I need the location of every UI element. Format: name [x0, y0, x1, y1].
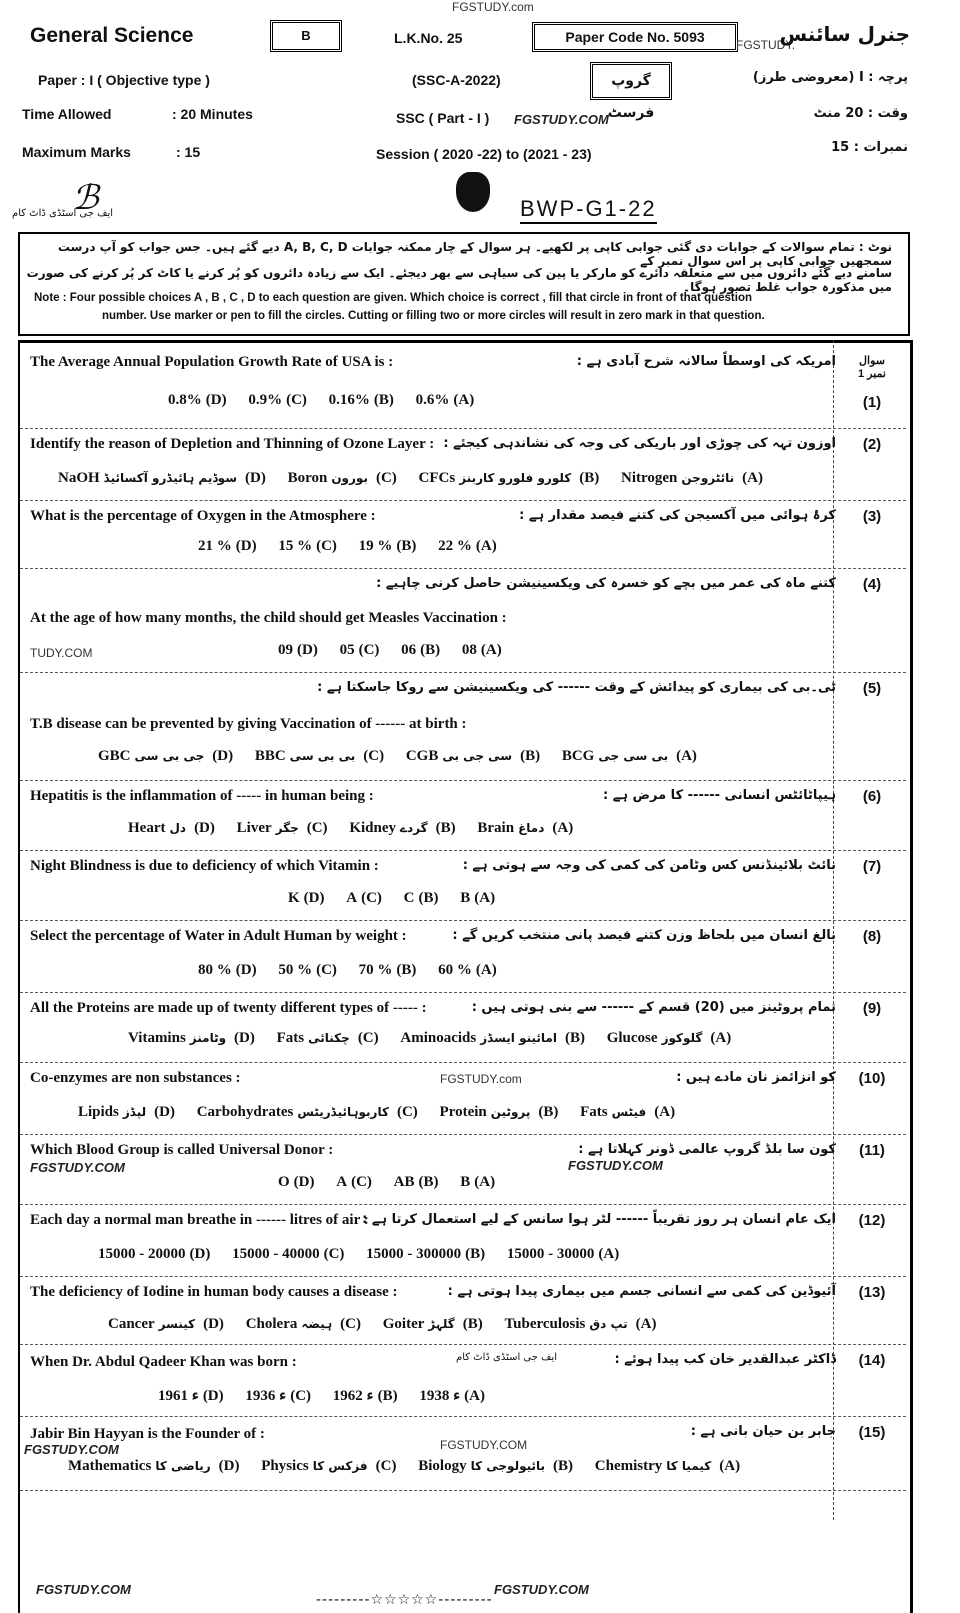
time-urdu: وقت : 20 منٹ — [813, 106, 908, 121]
question-text: Select the percentage of Water in Adult Human by weight : — [30, 928, 407, 944]
option-d[interactable]: NaOH سوڈیم ہائیڈرو آکسائیڈ (D) — [58, 470, 266, 486]
option-a[interactable]: 1938 ء (A) — [419, 1388, 485, 1404]
option-c[interactable]: Boron بورون (C) — [287, 470, 397, 486]
watermark: FGSTUDY.COM — [30, 1160, 125, 1175]
note-urdu-line1: نوٹ : تمام سوالات کے جوابات دی گئی جوابی کاپی پر لکھیے۔ ہر سوال کے چار ممکنہ جوابات A, B, C, D دیے گئے ہیں۔ جس جواب کو آپ درست سمجھیں جوابی کاپی پر اس سوال نمبر کے — [57, 240, 892, 268]
question-row — [20, 992, 906, 1063]
option-b[interactable]: 19 % (B) — [358, 538, 417, 554]
question-text: T.B disease can be prevented by giving Vaccination of ------ at birth : — [30, 716, 467, 732]
paper-type: Paper : I ( Objective type ) — [38, 72, 210, 88]
option-b[interactable]: CGB سی جی بی (B) — [405, 748, 541, 764]
option-b[interactable]: Goiter گلہڑ (B) — [382, 1316, 483, 1332]
option-d[interactable]: Mathematics ریاضی کا (D) — [68, 1458, 240, 1474]
question-text: Hepatitis is the inflammation of ----- in human being : — [30, 788, 374, 804]
option-a[interactable]: B (A) — [460, 890, 496, 906]
question-number: (3) — [862, 508, 882, 525]
session: Session ( 2020 -22) to (2021 - 23) — [376, 146, 592, 162]
watermark: TUDY.COM — [30, 646, 93, 660]
option-a[interactable]: Fats فیٹس (A) — [580, 1104, 676, 1120]
question-text-urdu: کتنے ماہ کی عمر میں بچے کو خسرہ کی ویکسینیشن حاصل کرنی چاہیے : — [376, 576, 836, 591]
option-c[interactable]: Fats چکنائی (C) — [276, 1030, 379, 1046]
question-text-urdu: جابر بن حیان بانی ہے : — [690, 1424, 836, 1439]
question-row — [20, 920, 906, 993]
instructions-box — [18, 232, 910, 336]
option-a[interactable]: 08 (A) — [461, 642, 502, 658]
footer-watermark-left: FGSTUDY.COM — [36, 1582, 131, 1597]
option-a[interactable]: 15000 - 30000 (A) — [506, 1246, 620, 1262]
question-number: (10) — [858, 1070, 886, 1087]
group-box: گروپ فرسٹ — [590, 62, 672, 100]
max-marks-label: Maximum Marks — [22, 144, 131, 160]
options-row — [270, 890, 495, 907]
watermark: FGSTUDY.COM — [568, 1158, 663, 1173]
options-row — [140, 1386, 485, 1405]
handwritten-code: BWP-G1-22 — [520, 196, 657, 224]
options-row — [260, 642, 502, 659]
question-text-urdu: ایک عام انسان ہر روز تقریباً ------ لٹر ہوا سانس کے لیے استعمال کرتا ہے : — [362, 1212, 836, 1227]
subject-title: General Science — [30, 24, 194, 47]
option-d[interactable]: 09 (D) — [278, 642, 318, 658]
option-b[interactable]: 70 % (B) — [358, 962, 417, 978]
option-c[interactable]: Physics فزکس کا (C) — [261, 1458, 397, 1474]
option-d[interactable]: Cancer کینسر (D) — [108, 1316, 224, 1332]
question-row — [20, 500, 906, 569]
question-text-urdu: بالغ انسان میں بلحاظ وزن کتنے فیصد پانی منتخب کریں گے : — [452, 928, 836, 943]
option-c[interactable]: 50 % (C) — [278, 962, 337, 978]
question-text-urdu: نائٹ بلائینڈنس کس وٹامن کی کمی کی وجہ سے ہوتی ہے : — [462, 858, 836, 873]
question-text-urdu: اوزون تہہ کی چوڑی اور باریکی کی وجہ کی نشاندہی کیجئے : — [443, 436, 836, 451]
question-text-urdu: آئیوڈین کی کمی سے انسانی جسم میں بیماری پیدا ہوتی ہے : — [447, 1284, 836, 1299]
option-b[interactable]: C (B) — [403, 890, 439, 906]
options-row — [150, 392, 474, 409]
question-text: The Average Annual Population Growth Rate of USA is : — [30, 354, 394, 370]
watermark: FGSTUDY.COM — [514, 112, 609, 127]
paper-code-box: Paper Code No. 5093 — [532, 22, 738, 52]
option-a[interactable]: Chemistry کیمیا کا (A) — [594, 1458, 741, 1474]
question-number: (5) — [862, 680, 882, 697]
question-row — [20, 1276, 906, 1345]
question-number: (7) — [862, 858, 882, 875]
watermark: FGSTUDY. — [736, 38, 796, 52]
question-number: (8) — [862, 928, 882, 945]
paper-version-box: B — [270, 20, 342, 52]
time-allowed-value: : 20 Minutes — [172, 106, 253, 122]
watermark-urdu: ایف جی اسٹڈی ڈاٹ کام — [12, 208, 114, 219]
watermark: FGSTUDY.COM — [440, 1438, 528, 1452]
question-row — [20, 850, 906, 921]
note-english-line1: Note : Four possible choices A , B , C , D to each question are given. Which choice is correct , fill that circle in front of that question — [34, 292, 753, 304]
question-row — [20, 344, 906, 429]
option-d[interactable]: GBC جی بی سی (D) — [98, 748, 234, 764]
question-number: (15) — [858, 1424, 886, 1441]
question-number-heading: سوال نمبر 1 — [858, 355, 886, 380]
question-text-urdu: ڈاکٹر عبدالقدیر خان کب پیدا ہوئے : — [614, 1352, 836, 1367]
options-row — [260, 1174, 495, 1191]
question-row — [20, 1204, 906, 1277]
question-text-urdu: کون سا بلڈ گروپ عالمی ڈونر کہلاتا ہے : — [578, 1142, 836, 1157]
options-row — [50, 1458, 740, 1475]
option-a[interactable]: 0.6% (A) — [415, 392, 475, 408]
question-number: (13) — [858, 1284, 886, 1301]
option-a[interactable]: Glucose گلوکوز (A) — [606, 1030, 732, 1046]
note-english-line2: number. Use marker or pen to fill the circles. Cutting or filling two or more circles will result in zero mark in that question. — [102, 310, 765, 322]
option-d[interactable]: Lipids لپڈز (D) — [78, 1104, 175, 1120]
options-row — [40, 470, 763, 487]
question-number: (9) — [862, 1000, 882, 1017]
watermark: FGSTUDY.com — [440, 1072, 522, 1086]
option-c[interactable]: 15000 - 40000 (C) — [232, 1246, 345, 1262]
question-text-urdu: ہیپاٹائٹس انسانی ------ کا مرض ہے : — [603, 788, 836, 803]
option-a[interactable]: Brain دماغ (A) — [477, 820, 574, 836]
exam-level: SSC ( Part - I ) — [396, 110, 490, 126]
question-text: Jabir Bin Hayyan is the Founder of : — [30, 1426, 265, 1442]
option-a[interactable]: 22 % (A) — [438, 538, 497, 554]
question-number: (2) — [862, 436, 882, 453]
option-c[interactable]: 15 % (C) — [278, 538, 337, 554]
question-row — [20, 1416, 906, 1491]
question-text-urdu: کرۂ ہوائی میں آکسیجن کی کتنے فیصد مقدار ہے : — [519, 508, 836, 523]
question-number: (6) — [862, 788, 882, 805]
option-d[interactable]: 15000 - 20000 (D) — [98, 1246, 211, 1262]
question-text: All the Proteins are made up of twenty different types of ----- : — [30, 1000, 427, 1016]
option-b[interactable]: AB (B) — [393, 1174, 439, 1190]
watermark-urdu: ایف جی اسٹڈی ڈاٹ کام — [456, 1352, 558, 1363]
footer-watermark-center: FGSTUDY.COM — [494, 1582, 589, 1597]
option-c[interactable]: 1936 ء (C) — [245, 1388, 312, 1404]
options-row — [80, 748, 697, 765]
option-a[interactable]: BCG بی سی جی (A) — [561, 748, 697, 764]
max-marks-value: : 15 — [176, 144, 201, 160]
question-number: (1) — [862, 394, 882, 411]
option-a[interactable]: B (A) — [460, 1174, 496, 1190]
question-number: (11) — [859, 1142, 885, 1159]
option-c[interactable]: Carbohydrates کاربوہائیڈریٹس (C) — [196, 1104, 418, 1120]
question-row — [20, 780, 906, 851]
exam-code: (SSC-A-2022) — [412, 72, 501, 88]
marks-urdu: نمبرات : 15 — [831, 140, 908, 155]
watermark: FGSTUDY.com — [452, 0, 534, 14]
option-c[interactable]: A (C) — [336, 1174, 372, 1190]
option-b[interactable]: CFCs کلورو فلورو کاربنز (B) — [418, 470, 600, 486]
question-text: The deficiency of Iodine in human body causes a disease : — [30, 1284, 398, 1300]
question-text: Co-enzymes are non substances : — [30, 1070, 241, 1086]
time-allowed-label: Time Allowed — [22, 106, 112, 122]
option-d[interactable]: 80 % (D) — [198, 962, 257, 978]
footer-stars-divider: ---------☆☆☆☆☆--------- — [316, 1592, 493, 1608]
option-b[interactable]: Protein پروٹین (B) — [439, 1104, 559, 1120]
option-a[interactable]: Nitrogen نائٹروجن (A) — [620, 470, 763, 486]
question-number: (14) — [858, 1352, 886, 1369]
question-row — [20, 1344, 906, 1417]
options-row — [180, 538, 497, 555]
option-d[interactable]: Heart دل (D) — [128, 820, 215, 836]
question-row — [20, 428, 906, 501]
option-d[interactable]: Vitamins وٹامنز (D) — [128, 1030, 255, 1046]
question-text: Night Blindness is due to deficiency of which Vitamin : — [30, 858, 379, 874]
option-c[interactable]: BBC بی بی سی (C) — [254, 748, 385, 764]
board-logo-icon — [456, 172, 490, 212]
option-d[interactable]: K (D) — [288, 890, 325, 906]
paper-type-urdu: پرچہ : I (معروضی طرز) — [752, 70, 908, 85]
option-b[interactable]: 06 (B) — [401, 642, 441, 658]
options-row — [60, 1104, 675, 1121]
option-b[interactable]: Biology بائیولوجی کا (B) — [418, 1458, 574, 1474]
option-d[interactable]: 21 % (D) — [198, 538, 257, 554]
subject-title-urdu: جنرل سائنس — [779, 22, 910, 46]
option-c[interactable]: 0.9% (C) — [248, 392, 307, 408]
question-number: (4) — [862, 576, 882, 593]
question-text-urdu: تمام پروٹینز میں (20) قسم کے ------ سے بنی ہوتی ہیں : — [471, 1000, 836, 1015]
option-b[interactable]: Kidney گردے (B) — [349, 820, 456, 836]
watermark: FGSTUDY.COM — [24, 1442, 119, 1457]
lk-number: L.K.No. 25 — [394, 30, 463, 46]
question-row — [20, 1134, 906, 1205]
question-text-urdu: امریکہ کی اوسطاً سالانہ شرح آبادی ہے : — [576, 354, 836, 369]
option-a[interactable]: Tuberculosis تپ دق (A) — [504, 1316, 657, 1332]
option-c[interactable]: Cholera ہیضہ (C) — [245, 1316, 361, 1332]
option-b[interactable]: Aminoacids امائینو ایسڈز (B) — [400, 1030, 585, 1046]
question-text: Which Blood Group is called Universal Donor : — [30, 1142, 334, 1158]
option-c[interactable]: 05 (C) — [339, 642, 380, 658]
option-d[interactable]: O (D) — [278, 1174, 315, 1190]
option-c[interactable]: A (C) — [346, 890, 382, 906]
options-row — [110, 820, 573, 837]
options-row — [110, 1030, 731, 1047]
question-text: When Dr. Abdul Qadeer Khan was born : — [30, 1354, 297, 1370]
options-row — [90, 1316, 657, 1333]
question-text: Each day a normal man breathe in ------ litres of air : — [30, 1212, 369, 1228]
question-text: What is the percentage of Oxygen in the Atmosphere : — [30, 508, 376, 524]
options-row — [80, 1246, 619, 1263]
options-row — [180, 962, 497, 979]
option-a[interactable]: 60 % (A) — [438, 962, 497, 978]
question-text: Identify the reason of Depletion and Thinning of Ozone Layer : — [30, 436, 435, 452]
option-b[interactable]: 0.16% (B) — [328, 392, 394, 408]
option-b[interactable]: 1962 ء (B) — [332, 1388, 398, 1404]
question-text-urdu: کو انزائمز نان مادے ہیں : — [676, 1070, 836, 1085]
option-d[interactable]: 1961 ء (D) — [158, 1388, 224, 1404]
question-text: At the age of how many months, the child should get Measles Vaccination : — [30, 610, 507, 626]
question-text-urdu: ٹی۔بی کی بیماری کو پیدائش کے وقت ------ کی ویکسینیشن سے روکا جاسکتا ہے : — [317, 680, 836, 695]
option-d[interactable]: 0.8% (D) — [168, 392, 227, 408]
option-b[interactable]: 15000 - 300000 (B) — [366, 1246, 486, 1262]
question-row — [20, 568, 906, 673]
question-row — [20, 672, 906, 781]
note-urdu-line2: سامنے دیے گئے دائروں میں سے متعلقہ دائرے کو مارکر یا پین کی سیاہی سے بھر دیجئے۔ ایک سے زیادہ دائروں کو پُر کرنے یا کاٹ کر پُر کرنے کی صورت میں مذکورہ جواب غلط تصور ہوگا۔ — [26, 266, 892, 294]
signature-icon: ℬ — [72, 180, 99, 217]
option-c[interactable]: Liver جگر (C) — [236, 820, 328, 836]
question-row — [20, 1062, 906, 1135]
question-number: (12) — [858, 1212, 886, 1229]
